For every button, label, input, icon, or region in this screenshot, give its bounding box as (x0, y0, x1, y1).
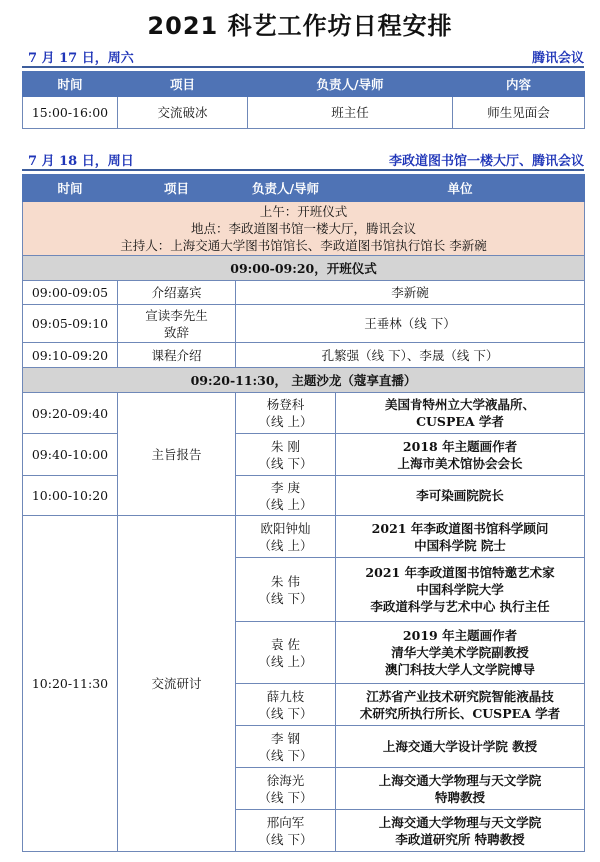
cell-item: 介绍嘉宾 (118, 281, 236, 305)
cell-person: 李 钢 （线 下） (236, 726, 336, 768)
section-row-opening (23, 256, 585, 281)
cell-unit: 2021 年李政道图书馆特邀艺术家 中国科学院大学 李政道科学与艺术中心 执行主任 (336, 558, 585, 622)
keynote-label: 主旨报告 (118, 393, 236, 516)
cell-time: 09:20-09:40 (23, 393, 118, 434)
table-row (23, 434, 585, 476)
day1-header-row (23, 72, 585, 97)
cell-content: 师生见面会 (453, 97, 585, 129)
section-row-salon (23, 368, 585, 393)
page-title: 2021 科艺工作坊日程安排 (147, 12, 453, 40)
col-header-time: 时间 (23, 175, 118, 202)
day1-divider (22, 66, 584, 68)
cell-person: 邢向军 （线 下） (236, 810, 336, 852)
cell-person: 徐海光 （线 下） (236, 768, 336, 810)
cell-unit: 美国肯特州立大学液晶所、 CUSPEA 学者 (336, 393, 585, 434)
morning-location: 地点：李政道图书馆一楼大厅，腾讯会议 (190, 221, 416, 236)
morning-info (23, 202, 585, 256)
morning-title: 上午：开班仪式 (259, 204, 348, 219)
col-header-item: 项目 (118, 175, 236, 202)
cell-time: 09:10-09:20 (23, 343, 118, 368)
cell-time: 10:00-10:20 (23, 476, 118, 516)
cell-person: 朱 刚 （线 下） (236, 434, 336, 476)
cell-person: 薛九枝 （线 下） (236, 684, 336, 726)
day1-table (22, 71, 585, 129)
section-salon-title: 09:20-11:30， 主题沙龙（蔻享直播） (23, 368, 585, 393)
table-row (23, 393, 585, 434)
cell-time: 09:40-10:00 (23, 434, 118, 476)
cell-person: 李新碗 (236, 281, 585, 305)
table-row (23, 516, 585, 558)
cell-person: 王垂林（线 下） (236, 305, 585, 343)
day1-venue: 腾讯会议 (531, 51, 584, 66)
col-header-time: 时间 (23, 72, 118, 97)
day1-header (22, 47, 584, 65)
morning-host: 主持人：上海交通大学图书馆馆长、李政道图书馆执行馆长 李新碗 (120, 238, 487, 253)
cell-unit: 2021 年李政道图书馆科学顾问 中国科学院 院士 (336, 516, 585, 558)
cell-person: 袁 佐 （线 上） (236, 622, 336, 684)
cell-time: 10:20-11:30 (23, 516, 118, 852)
col-header-item: 项目 (118, 72, 248, 97)
col-header-content: 内容 (453, 72, 585, 97)
table-row (23, 305, 585, 343)
day2-venue: 李政道图书馆一楼大厅、腾讯会议 (388, 154, 584, 169)
cell-item: 课程介绍 (118, 343, 236, 368)
cell-unit: 江苏省产业技术研究院智能液晶技 术研究所执行所长、CUSPEA 学者 (336, 684, 585, 726)
day2-divider (22, 169, 584, 171)
day2-date: 7 月 18 日，周日 (28, 154, 134, 169)
section-opening-title: 09:00-09:20，开班仪式 (23, 256, 585, 281)
col-header-unit: 单位 (336, 175, 585, 202)
table-row (23, 281, 585, 305)
cell-time: 09:00-09:05 (23, 281, 118, 305)
cell-person: 杨登科 （线 上） (236, 393, 336, 434)
day1-date: 7 月 17 日，周六 (28, 51, 134, 66)
cell-unit: 上海交通大学物理与天文学院 特聘教授 (336, 768, 585, 810)
table-row (23, 343, 585, 368)
cell-unit: 李可染画院院长 (336, 476, 585, 516)
day2-header-row (23, 175, 585, 202)
morning-info-row (23, 202, 585, 256)
col-header-person: 负责人/导师 (236, 175, 336, 202)
col-header-person: 负责人/导师 (248, 72, 453, 97)
cell-person: 班主任 (248, 97, 453, 129)
cell-unit: 2019 年主题画作者 清华大学美术学院副教授 澳门科技大学人文学院博导 (336, 622, 585, 684)
day2-header (22, 150, 584, 168)
cell-person: 李 庚 （线 上） (236, 476, 336, 516)
discussion-label: 交流研讨 (118, 516, 236, 852)
cell-time: 15:00-16:00 (23, 97, 118, 129)
cell-item: 宣读李先生 致辞 (118, 305, 236, 343)
cell-person: 朱 伟 （线 下） (236, 558, 336, 622)
day2-table (22, 174, 585, 852)
cell-unit: 上海交通大学设计学院 教授 (336, 726, 585, 768)
cell-time: 09:05-09:10 (23, 305, 118, 343)
cell-unit: 上海交通大学物理与天文学院 李政道研究所 特聘教授 (336, 810, 585, 852)
table-row (23, 476, 585, 516)
cell-item: 交流破冰 (118, 97, 248, 129)
cell-person: 孔繁强（线 下）、李晟（线 下） (236, 343, 585, 368)
table-row (23, 97, 585, 129)
cell-person: 欧阳钟灿 （线 上） (236, 516, 336, 558)
cell-unit: 2018 年主题画作者 上海市美术馆协会会长 (336, 434, 585, 476)
